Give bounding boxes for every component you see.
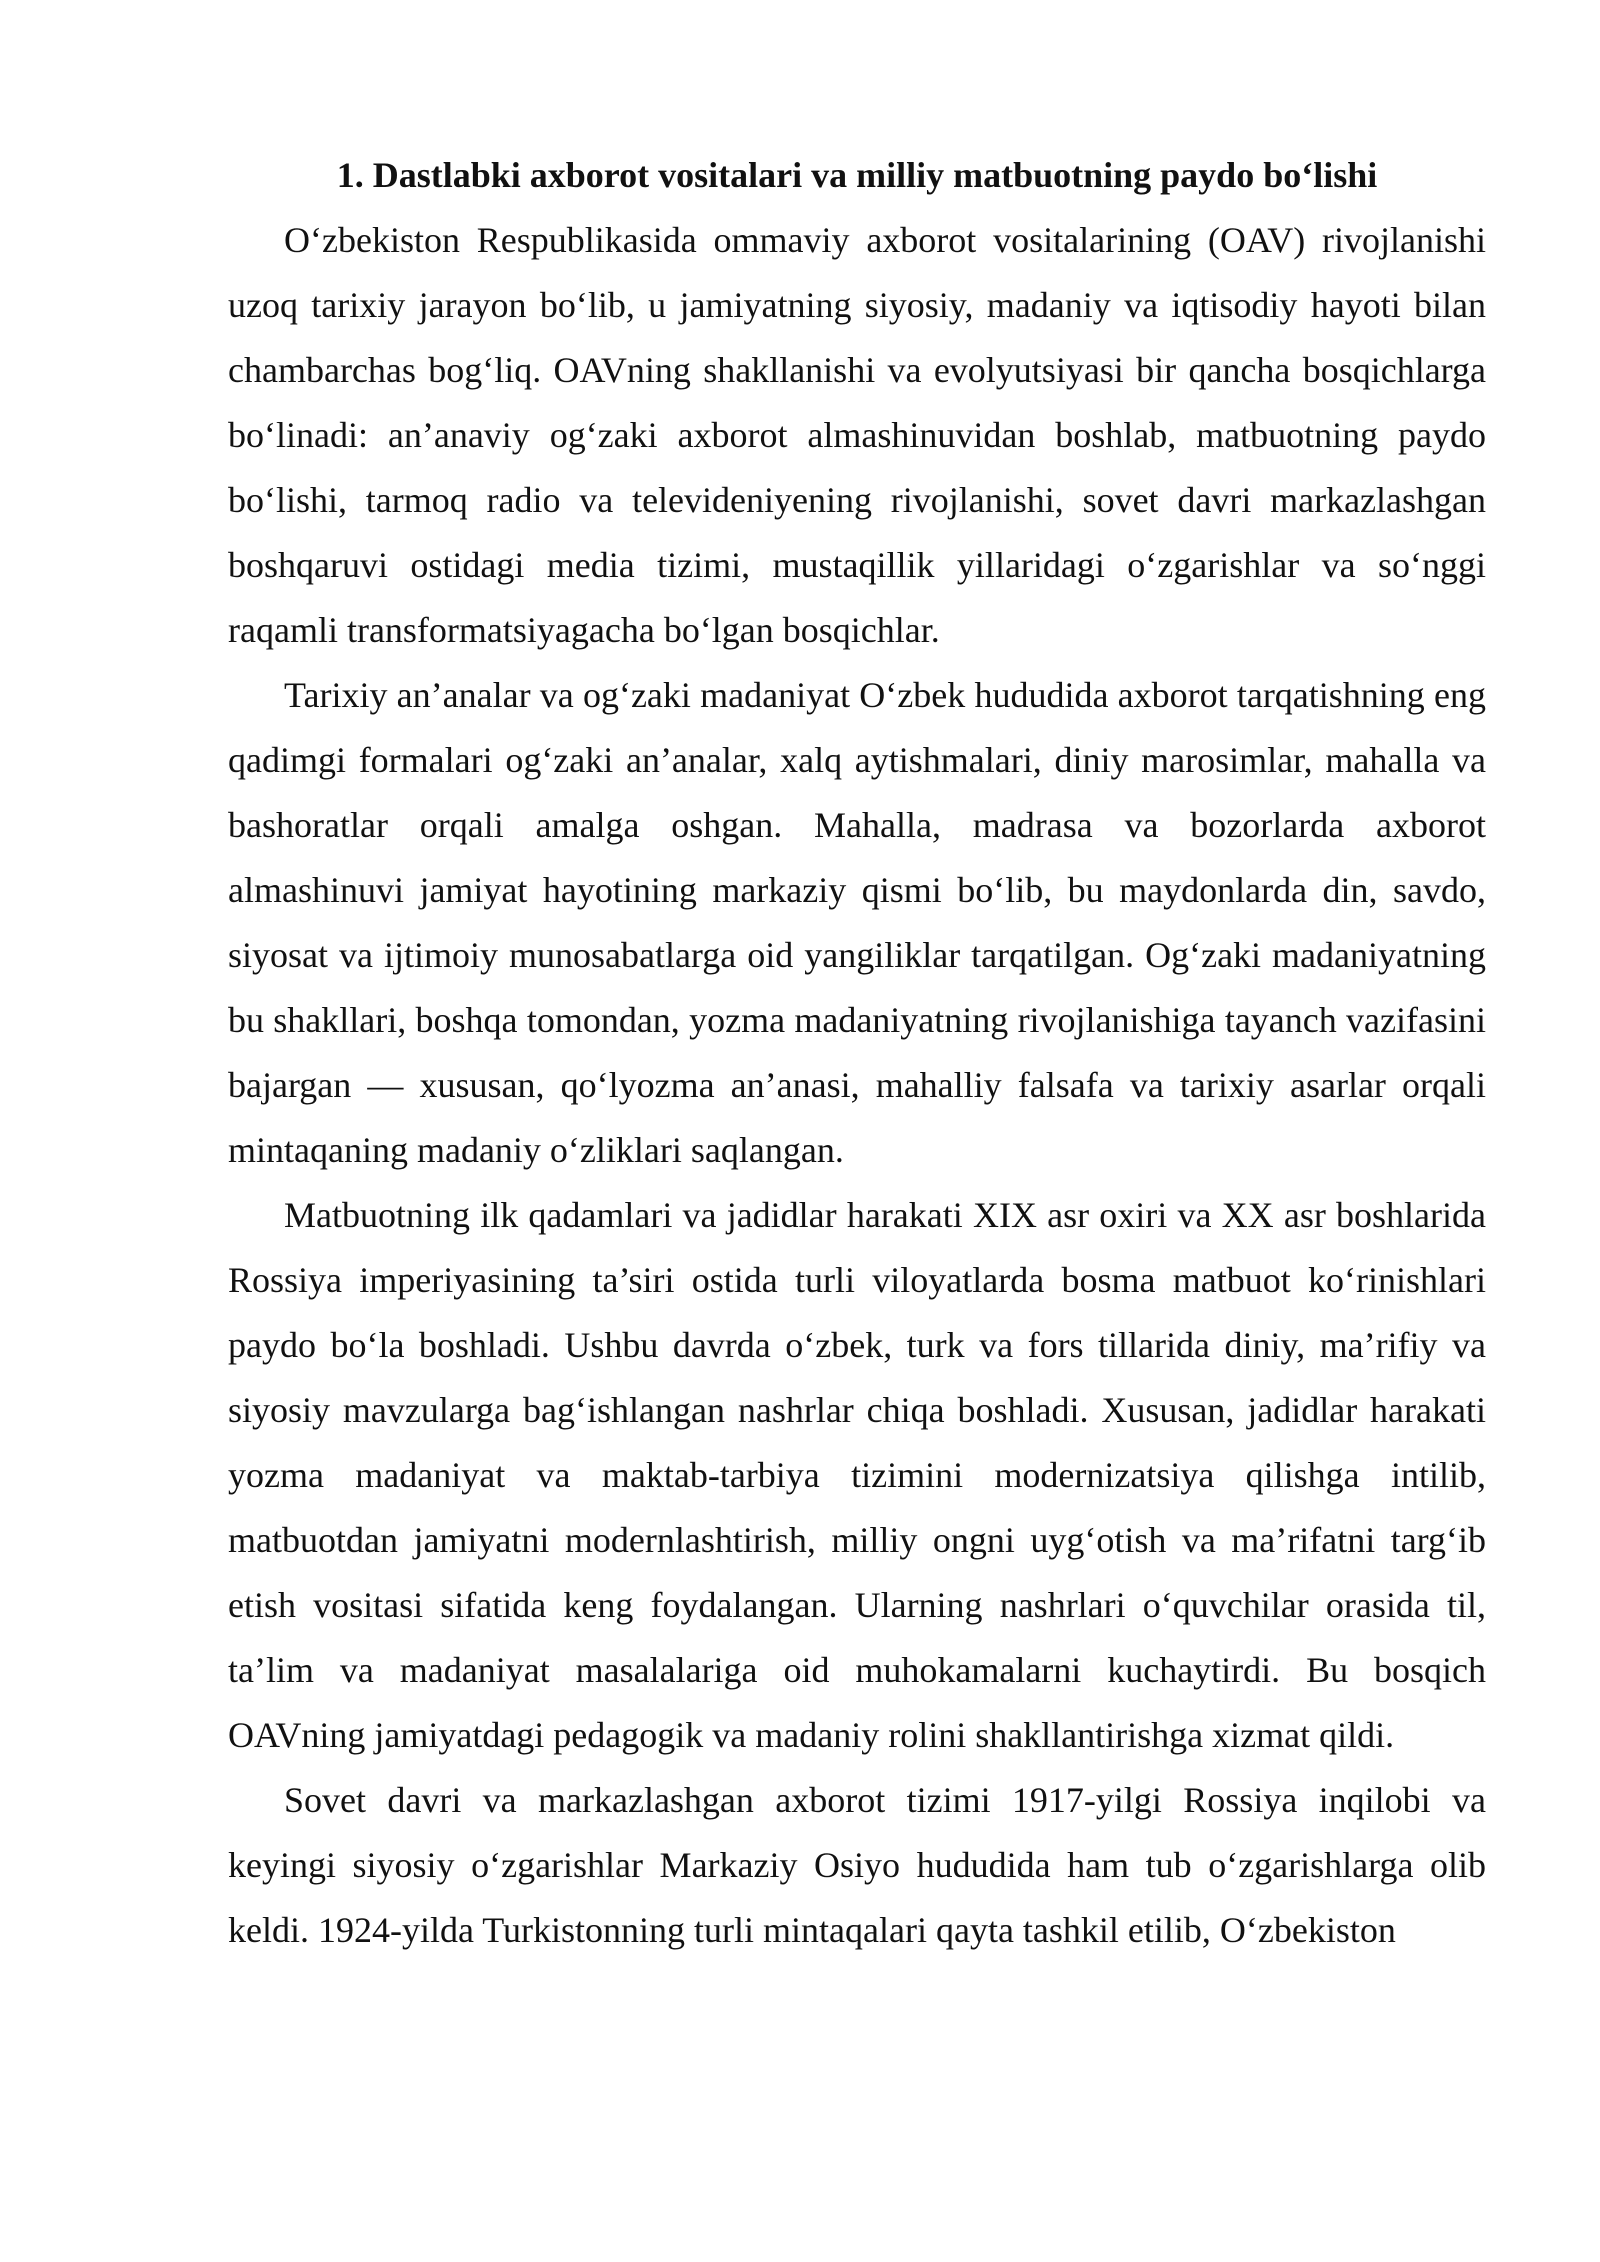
paragraph: Sovet davri va markazlashgan axborot tizimi 1917-yilgi Rossiya inqilobi va keyingi siyosiy o‘zgarishlar Markaziy Osiyo hududida ham tub o‘zgarishlarga olib keldi. 1924-yilda Turkistonning turli mintaqalari qayta tashkil etilib, O‘zbekiston [228, 1780, 1486, 1950]
section-heading: 1. Dastlabki axborot vositalari va milliy matbuotning paydo bo‘lishi [336, 155, 1378, 195]
paragraph: Matbuotning ilk qadamlari va jadidlar harakati XIX asr oxiri va XX asr boshlarida Rossiya imperiyasining ta’siri ostida turli viloyatlarda bosma matbuot ko‘rinishlari paydo bo‘la boshladi. Ushbu davrda o‘zbek, turk va fors tillarida diniy, ma’rifiy va siyosiy mavzularga bag‘ishlangan nashrlar chiqa boshladi. Xususan, jadidlar harakati yozma madaniyat va maktab-tarbiya tizimini modernizatsiya qilishga intilib, matbuotdan jamiyatni modernlashtirish, milliy ongni uyg‘otish va ma’rifatni targ‘ib etish vositasi sifatida keng foydalangan. Ularning nashrlari o‘quvchilar orasida til, ta’lim va madaniyat masalalariga oid muhokamalarni kuchaytirdi. Bu bosqich OAVning jamiyatdagi pedagogik va madaniy rolini shakllantirishga xizmat qildi. [228, 1195, 1486, 1755]
paragraph: Tarixiy an’analar va og‘zaki madaniyat O‘zbek hududida axborot tarqatishning eng qadimgi formalari og‘zaki an’analar, xalq aytishmalari, diniy marosimlar, mahalla va bashoratlar orqali amalga oshgan. Mahalla, madrasa va bozorlarda axborot almashinuvi jamiyat hayotining markaziy qismi bo‘lib, bu maydonlarda din, savdo, siyosat va ijtimoiy munosabatlarga oid yangiliklar tarqatilgan. Og‘zaki madaniyatning bu shakllari, boshqa tomondan, yozma madaniyatning rivojlanishiga tayanch vazifasini bajargan — xususan, qo‘lyozma an’anasi, mahalliy falsafa va tarixiy asarlar orqali mintaqaning madaniy o‘zliklari saqlangan. [228, 675, 1486, 1170]
document-page [228, 143, 1486, 1963]
paragraph: O‘zbekiston Respublikasida ommaviy axborot vositalarining (OAV) rivojlanishi uzoq tarixiy jarayon bo‘lib, u jamiyatning siyosiy, madaniy va iqtisodiy hayoti bilan chambarchas bog‘liq. OAVning shakllanishi va evolyutsiyasi bir qancha bosqichlarga bo‘linadi: an’anaviy og‘zaki axborot almashinuvidan boshlab, matbuotning paydo bo‘lishi, tarmoq radio va televideniyening rivojlanishi, sovet davri markazlashgan boshqaruvi ostidagi media tizimi, mustaqillik yillaridagi o‘zgarishlar va so‘nggi raqamli transformatsiyagacha bo‘lgan bosqichlar. [228, 220, 1486, 650]
